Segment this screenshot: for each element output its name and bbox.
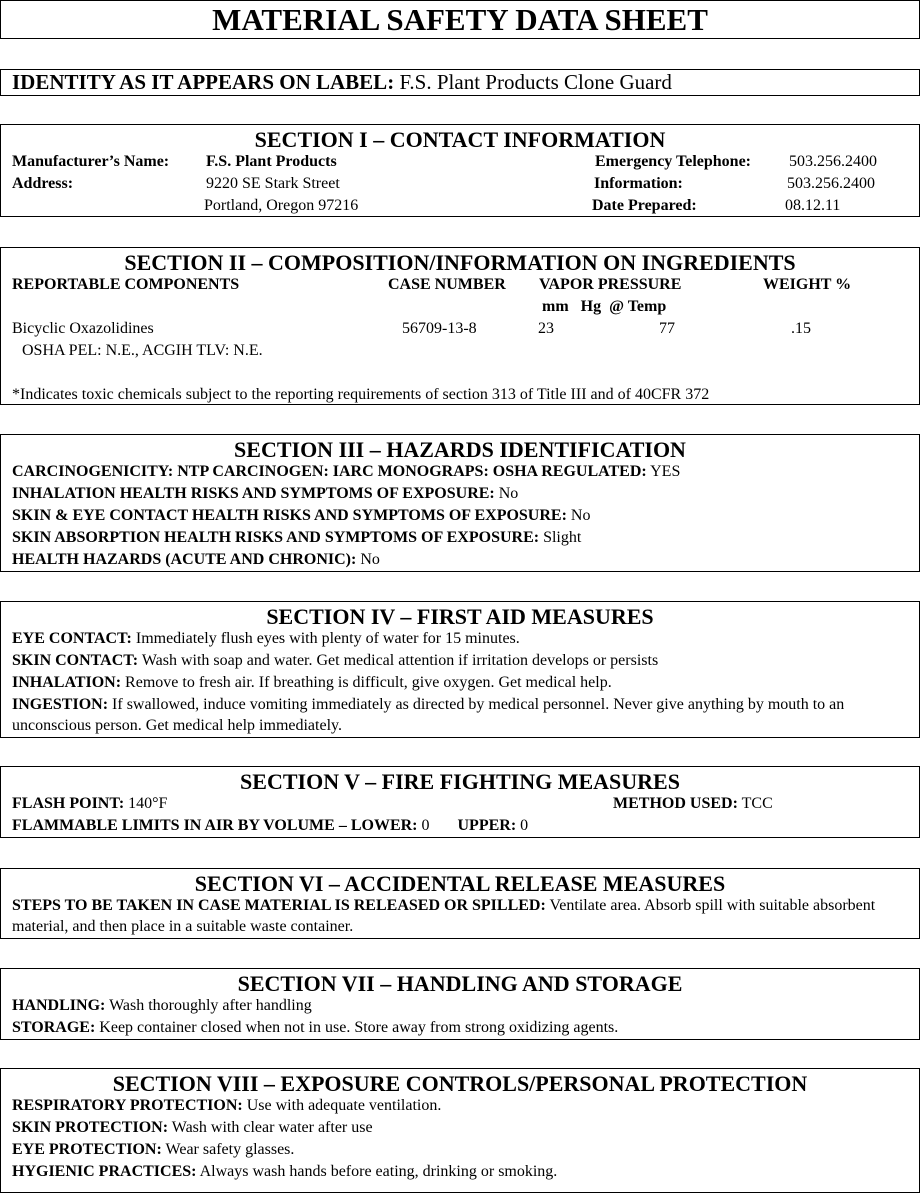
flash-point-value: 140°F (128, 795, 168, 812)
identity-label: IDENTITY AS IT APPEARS ON LABEL: (12, 70, 395, 94)
carcinogenicity-label: CARCINOGENICITY: NTP CARCINOGEN: IARC MONOGRAPS: OSHA REGULATED: (12, 463, 647, 480)
skin-protection-value: Wash with clear water after use (171, 1119, 373, 1136)
inhalation-risk-label: INHALATION HEALTH RISKS AND SYMPTOMS OF EXPOSURE: (12, 485, 495, 502)
section-5-heading: SECTION V – FIRE FIGHTING MEASURES (240, 769, 680, 794)
lower-value: 0 (421, 817, 430, 834)
health-hazards-value: No (360, 551, 380, 568)
section-6-heading: SECTION VI – ACCIDENTAL RELEASE MEASURES (194, 871, 726, 896)
skin-contact-label: SKIN CONTACT: (12, 652, 139, 669)
eye-protection-value: Wear safety glasses. (165, 1141, 295, 1158)
storage-label: STORAGE: (12, 1019, 96, 1036)
respiratory-value: Use with adequate ventilation. (246, 1097, 442, 1114)
eye-contact-value: Immediately flush eyes with plenty of water for 15 minutes. (135, 630, 520, 647)
inhalation-risk-value: No (498, 485, 519, 502)
hygienic-value: Always wash hands before eating, drinking or smoking. (199, 1163, 558, 1180)
section-1 (0, 124, 920, 217)
release-steps-label: STEPS TO BE TAKEN IN CASE MATERIAL IS RELEASED OR SPILLED: (12, 897, 546, 914)
address-line-2: Portland, Oregon 97216 (204, 197, 359, 214)
section-6 (0, 868, 920, 939)
upper-value: 0 (520, 817, 529, 834)
ingestion-label: INGESTION: (12, 696, 109, 713)
method-label: METHOD USED: (613, 795, 738, 812)
section-3 (0, 434, 920, 572)
skin-contact-value: Wash with soap and water. Get medical attention if irritation develops or persists (141, 652, 659, 669)
emergency-value: 503.256.2400 (789, 153, 877, 170)
skin-protection-label: SKIN PROTECTION: (12, 1119, 169, 1136)
col-vapor: VAPOR PRESSURE (539, 276, 682, 293)
information-value: 503.256.2400 (787, 175, 875, 192)
section-4 (0, 601, 920, 738)
skin-absorption-label: SKIN ABSORPTION HEALTH RISKS AND SYMPTOMS OF EXPOSURE: (12, 529, 540, 546)
document-title: MATERIAL SAFETY DATA SHEET (212, 2, 708, 37)
release-steps-value: Ventilate area. Absorb spill with suitable absorbent material, and then place in a suitable waste container. (12, 897, 876, 935)
col-weight: WEIGHT % (763, 276, 852, 293)
carcinogenicity-value: YES (650, 463, 681, 480)
address-line-1: 9220 SE Stark Street (206, 175, 340, 192)
address-label: Address: (12, 175, 74, 192)
section-2 (0, 247, 920, 405)
manufacturer-label: Manufacturer’s Name: (12, 153, 170, 170)
flammable-limits-label: FLAMMABLE LIMITS IN AIR BY VOLUME – LOWER: (12, 817, 418, 834)
storage-value: Keep container closed when not in use. Store away from strong oxidizing agents. (99, 1019, 619, 1036)
eye-protection-label: EYE PROTECTION: (12, 1141, 162, 1158)
upper-label: UPPER: (457, 817, 517, 834)
section-2-heading: SECTION II – COMPOSITION/INFORMATION ON INGREDIENTS (124, 250, 796, 275)
col-components: REPORTABLE COMPONENTS (12, 276, 240, 293)
section-3-heading: SECTION III – HAZARDS IDENTIFICATION (234, 437, 686, 462)
inhalation-label: INHALATION: (12, 674, 122, 691)
section-8-heading: SECTION VIII – EXPOSURE CONTROLS/PERSONAL PROTECTION (112, 1071, 808, 1096)
emergency-label: Emergency Telephone: (595, 153, 751, 170)
ingestion-value: If swallowed, induce vomiting immediately as directed by medical personnel. Never give anything by mouth to an unconscious person. Get medical help immediately. (12, 696, 845, 734)
section-4-heading: SECTION IV – FIRST AID MEASURES (266, 604, 654, 629)
col-vapor-sub: mm Hg @ Temp (542, 298, 667, 315)
section-1-heading: SECTION I – CONTACT INFORMATION (254, 127, 666, 152)
health-hazards-label: HEALTH HAZARDS (ACUTE AND CHRONIC): (12, 551, 357, 568)
section-8 (0, 1068, 920, 1193)
eye-contact-label: EYE CONTACT: (12, 630, 132, 647)
skin-eye-risk-value: No (570, 507, 591, 524)
flash-point-label: FLASH POINT: (12, 795, 125, 812)
toxic-footnote: *Indicates toxic chemicals subject to the reporting requirements of section 313 of Title III and of 40CFR 372 (12, 386, 710, 403)
component-case: 56709-13-8 (402, 320, 477, 337)
component-temp: 77 (659, 320, 675, 337)
hygienic-label: HYGIENIC PRACTICES: (12, 1163, 197, 1180)
information-label: Information: (594, 175, 683, 192)
component-weight: .15 (791, 320, 811, 337)
handling-value: Wash thoroughly after handling (109, 997, 312, 1014)
manufacturer-value: F.S. Plant Products (206, 153, 337, 170)
component-mmhg: 23 (538, 320, 554, 337)
section-7-heading: SECTION VII – HANDLING AND STORAGE (237, 971, 683, 996)
inhalation-value: Remove to fresh air. If breathing is difficult, give oxygen. Get medical help. (125, 674, 612, 691)
respiratory-label: RESPIRATORY PROTECTION: (12, 1097, 243, 1114)
exposure-limits: OSHA PEL: N.E., ACGIH TLV: N.E. (22, 342, 263, 359)
identity-box (0, 69, 920, 96)
title-box (0, 0, 920, 39)
method-value: TCC (741, 795, 773, 812)
skin-eye-risk-label: SKIN & EYE CONTACT HEALTH RISKS AND SYMPTOMS OF EXPOSURE: (12, 507, 567, 524)
section-5 (0, 766, 920, 838)
date-value: 08.12.11 (785, 197, 841, 214)
identity-value: F.S. Plant Products Clone Guard (399, 70, 672, 94)
col-case: CASE NUMBER (388, 276, 506, 293)
handling-label: HANDLING: (12, 997, 106, 1014)
date-label: Date Prepared: (592, 197, 697, 214)
section-7 (0, 968, 920, 1040)
component-name: Bicyclic Oxazolidines (12, 320, 154, 337)
skin-absorption-value: Slight (543, 529, 582, 546)
